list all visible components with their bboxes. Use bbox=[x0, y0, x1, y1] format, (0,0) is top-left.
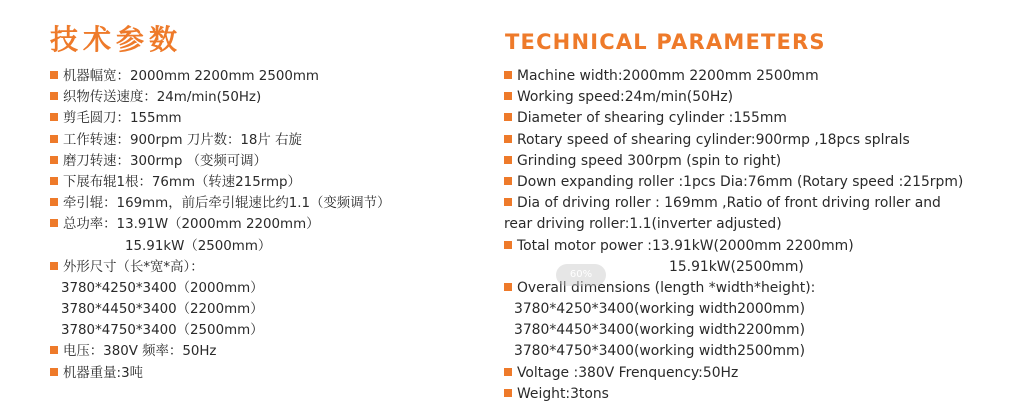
spec-item-total-power-cn bbox=[50, 214, 490, 235]
bullet-square-icon bbox=[50, 219, 58, 227]
spec-item-weight-cn bbox=[50, 363, 490, 384]
spec-text: 15.91kW（2500mm） bbox=[125, 238, 272, 254]
spec-text: Diameter of shearing cylinder :155mm bbox=[517, 110, 787, 127]
spec-item-cutter-cn bbox=[50, 108, 490, 129]
spec-item-weight-en bbox=[504, 384, 1014, 405]
spec-text: 工作转速：900rpm 刀片数：18片 右旋 bbox=[63, 132, 302, 148]
spec-text: Overall dimensions (length *width*height): bbox=[517, 279, 816, 296]
spec-text: 15.91kW(2500mm) bbox=[669, 258, 804, 275]
bullet-square-icon bbox=[504, 198, 512, 206]
spec-text: 剪毛圆刀：155mm bbox=[63, 111, 182, 127]
spec-item-working-speed-cn bbox=[50, 130, 490, 151]
bullet-square-icon bbox=[50, 368, 58, 376]
spec-list-chinese bbox=[50, 66, 490, 384]
bullet-square-icon bbox=[50, 156, 58, 164]
spec-text: Voltage :380V Frenquency:50Hz bbox=[517, 364, 739, 381]
spec-item-grinding-speed-cn bbox=[50, 151, 490, 172]
zoom-indicator: 60% bbox=[556, 264, 606, 286]
title-chinese: 技术参数 bbox=[50, 23, 183, 56]
bullet-square-icon bbox=[504, 241, 512, 249]
spec-item-dimensions-a-cn bbox=[50, 278, 490, 299]
spec-text: 电压：380V 频率：50Hz bbox=[63, 344, 217, 360]
spec-item-working-speed-en bbox=[504, 87, 1014, 108]
spec-item-machine-width-cn bbox=[50, 66, 490, 87]
spec-item-voltage-cn bbox=[50, 341, 490, 362]
bullet-square-icon bbox=[504, 71, 512, 79]
spec-item-driving-roller-cont-en bbox=[504, 214, 1014, 235]
spec-item-dimensions-a-en bbox=[504, 299, 1014, 320]
spec-item-dimensions-b-en bbox=[504, 320, 1014, 341]
bullet-square-icon bbox=[50, 135, 58, 143]
spec-text: Working speed:24m/min(50Hz) bbox=[517, 89, 734, 106]
spec-item-grinding-speed-en bbox=[504, 151, 1014, 172]
spec-text: 3780*4450*3400(working width2200mm) bbox=[514, 322, 805, 339]
bullet-square-icon bbox=[504, 92, 512, 100]
title-english: TECHNICAL PARAMETERS bbox=[505, 30, 826, 54]
bullet-square-icon bbox=[50, 346, 58, 354]
bullet-square-icon bbox=[504, 156, 512, 164]
spec-item-dimensions-cn bbox=[50, 257, 490, 278]
spec-text: rear driving roller:1.1(inverter adjusted) bbox=[504, 216, 782, 233]
spec-item-rotary-speed-en bbox=[504, 130, 1014, 151]
spec-text: 总功率：13.91W（2000mm 2200mm） bbox=[63, 217, 320, 233]
spec-text: 机器幅宽：2000mm 2200mm 2500mm bbox=[63, 69, 319, 84]
spec-text: 机器重量:3吨 bbox=[63, 365, 143, 381]
spec-text: Total motor power :13.91kW(2000mm 2200mm) bbox=[517, 237, 854, 254]
bullet-square-icon bbox=[50, 177, 58, 185]
bullet-square-icon bbox=[50, 198, 58, 206]
spec-item-expanding-roller-cn bbox=[50, 172, 490, 193]
spec-text: Weight:3tons bbox=[517, 385, 609, 402]
bullet-square-icon bbox=[504, 113, 512, 121]
spec-item-expanding-roller-en bbox=[504, 172, 1014, 193]
spec-text: Down expanding roller :1pcs Dia:76mm (Rotary speed :215rpm) bbox=[517, 173, 964, 190]
spec-item-dimensions-c-cn bbox=[50, 320, 490, 341]
spec-text: 牵引辊：169mm，前后牵引辊速比约1.1（变频调节） bbox=[63, 196, 391, 212]
spec-item-fabric-speed-cn bbox=[50, 87, 490, 108]
spec-text: 外形尺寸（长*宽*高）： bbox=[63, 259, 204, 275]
spec-item-total-power-cont-cn bbox=[50, 236, 490, 257]
spec-text: 下展布辊1根：76mm（转速215rmp） bbox=[63, 174, 301, 190]
bullet-square-icon bbox=[50, 262, 58, 270]
bullet-square-icon bbox=[504, 283, 512, 291]
spec-item-voltage-en bbox=[504, 363, 1014, 384]
spec-list-english bbox=[504, 66, 1014, 405]
bullet-square-icon bbox=[504, 177, 512, 185]
spec-text: 3780*4750*3400(working width2500mm) bbox=[514, 343, 805, 360]
spec-item-total-power-en bbox=[504, 236, 1014, 257]
spec-text: 3780*4750*3400（2500mm） bbox=[61, 323, 264, 339]
spec-item-driving-roller-cn bbox=[50, 193, 490, 214]
spec-text: 磨刀转速：300rmp （变频可调） bbox=[63, 153, 267, 169]
spec-text: Machine width:2000mm 2200mm 2500mm bbox=[517, 68, 819, 84]
spec-text: Dia of driving roller : 169mm ,Ratio of front driving roller and bbox=[517, 195, 941, 212]
spec-item-cylinder-diameter-en bbox=[504, 108, 1014, 129]
bullet-square-icon bbox=[504, 368, 512, 376]
spec-text: Grinding speed 300rpm (spin to right) bbox=[517, 152, 782, 169]
spec-text: 织物传送速度：24m/min(50Hz) bbox=[63, 90, 262, 106]
bullet-square-icon bbox=[50, 113, 58, 121]
bullet-square-icon bbox=[50, 92, 58, 100]
spec-text: Rotary speed of shearing cylinder:900rmp ,18pcs splrals bbox=[517, 131, 910, 148]
bullet-square-icon bbox=[504, 389, 512, 397]
spec-text: 3780*4450*3400（2200mm） bbox=[61, 302, 264, 318]
spec-item-driving-roller-en bbox=[504, 193, 1014, 214]
spec-text: 3780*4250*3400(working width2000mm) bbox=[514, 301, 805, 318]
spec-item-machine-width-en bbox=[504, 66, 1014, 87]
spec-item-dimensions-b-cn bbox=[50, 299, 490, 320]
spec-item-dimensions-c-en bbox=[504, 341, 1014, 362]
bullet-square-icon bbox=[50, 71, 58, 79]
bullet-square-icon bbox=[504, 135, 512, 143]
spec-text: 3780*4250*3400（2000mm） bbox=[61, 280, 264, 296]
